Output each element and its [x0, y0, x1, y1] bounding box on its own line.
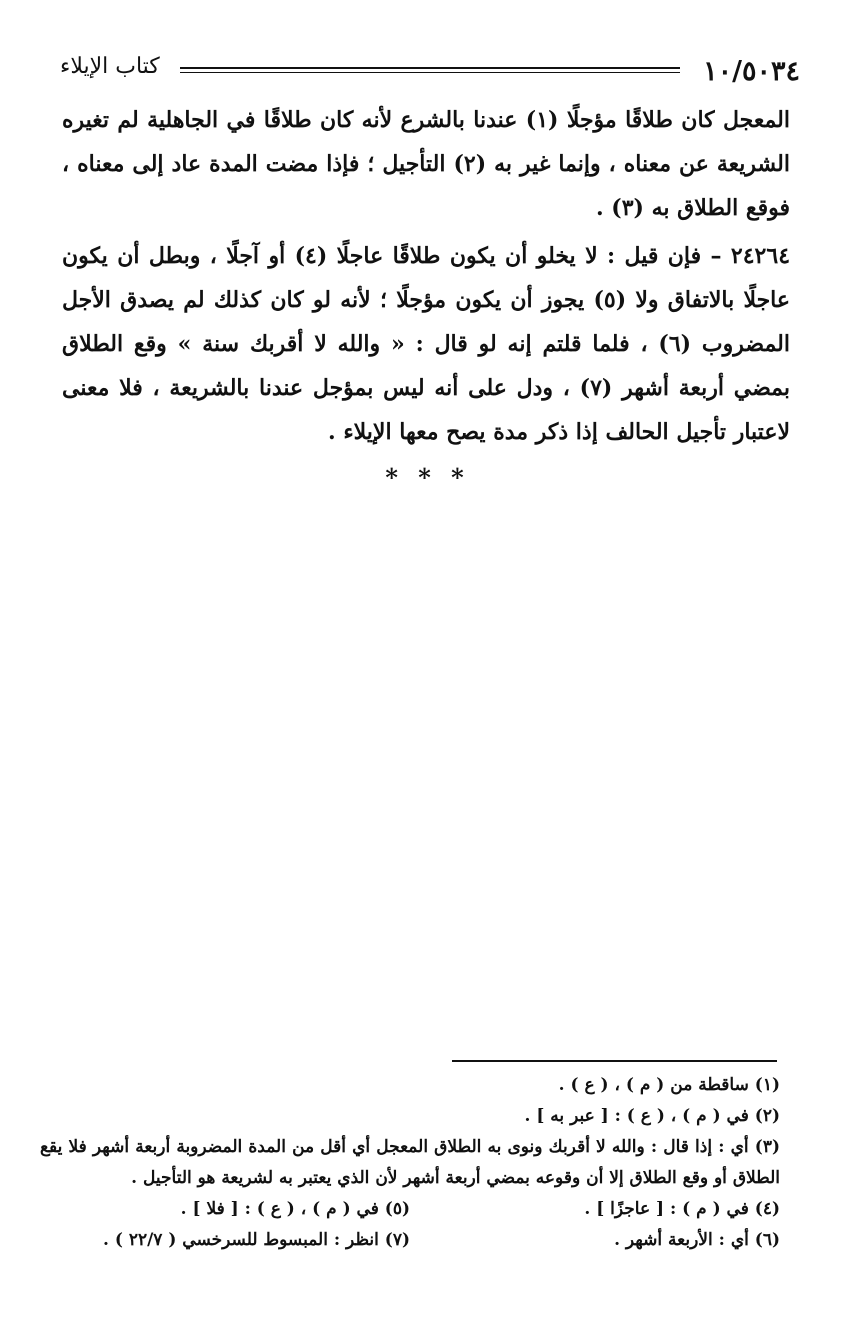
footnote-row-4-5 [40, 1194, 780, 1225]
footnote-7: (٧) انظر : المبسوط للسرخسي ( ٢٢/٧ ) . [103, 1230, 410, 1250]
footnote-rule [452, 1060, 777, 1062]
footnote-3: (٣) أي : إذا قال : والله لا أقربك ونوى به الطلاق المعجل أي أقل من المدة المضروبة أربعة أشهر فلا يقع الطلاق أو وقع الطلاق إلا أن وقوعه بمضي أربعة أشهر لأن الذي يعتبر به لشريعة هو التأجيل . [40, 1137, 780, 1188]
header-rule [180, 67, 680, 69]
footnotes [40, 1070, 780, 1256]
paragraph-1: المعجل كان طلاقًا مؤجلًا (١) عندنا بالشرع لأنه كان طلاقًا في الجاهلية لم تغيره الشريعة عن معناه ، وإنما غير به (٢) التأجيل ؛ فإذا مضت المدة عاد إلى معناه ، فوقع الطلاق به (٣) . [62, 107, 790, 221]
footnote-1: (١) ساقطة من ( م ) ، ( ع ) . [558, 1075, 780, 1095]
page-number: ١٠/٥٠٣٤ [703, 56, 800, 87]
chapter-title: كتاب الإيلاء [60, 54, 160, 79]
footnote-row-6-7 [40, 1225, 780, 1256]
footnote-5: (٥) في ( م ) ، ( ع ) : [ فلا ] . [180, 1199, 410, 1219]
header-rule-thin [180, 72, 680, 73]
page-header [60, 50, 800, 90]
footnote-4: (٤) في ( م ) : [ عاجزًا ] . [584, 1199, 780, 1219]
paragraph-2: ٢٤٢٦٤ – فإن قيل : لا يخلو أن يكون طلاقًا عاجلًا (٤) أو آجلًا ، وبطل أن يكون عاجلًا بالاتفاق ولا (٥) يجوز أن يكون مؤجلًا ؛ لأنه لو كان كذلك لم يصدق الأجل المضروب (٦) ، فلما قلتم إنه لو قال : « والله لا أقربك سنة » وقع الطلاق بمضي أربعة أشهر (٧) ، ودل على أنه ليس بمؤجل عندنا بالشريعة ، فلا معنى لاعتبار تأجيل الحالف إذا ذكر مدة يصح معها الإيلاء . [62, 243, 791, 445]
main-text [62, 98, 790, 454]
footnote-6: (٦) أي : الأربعة أشهر . [614, 1230, 780, 1250]
footnote-2: (٢) في ( م ) ، ( ع ) : [ عبر به ] . [524, 1106, 780, 1126]
section-separator: * * * [385, 463, 470, 492]
